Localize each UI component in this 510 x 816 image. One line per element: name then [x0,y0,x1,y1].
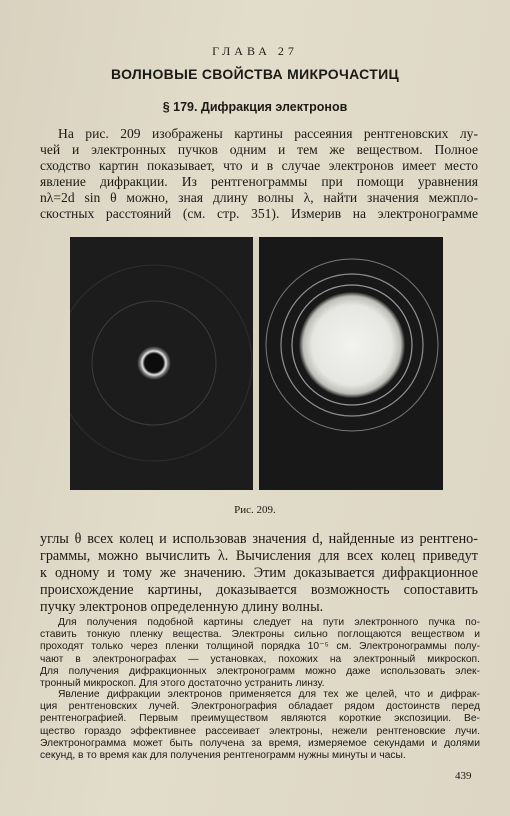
paragraph-intro [40,126,478,222]
section-title: § 179. Дифракция электронов [162,100,348,114]
page-number: 439 [455,770,472,782]
text-line: Явление дифракции электронов применяется для тех же целей, что и дифрак- [58,689,480,700]
text-line: nλ=2d sin θ можно, зная длину волны λ, найти значения межпло- [40,190,478,205]
small-print-applications [40,689,480,762]
chapter-label: ГЛАВА 27 [212,44,298,58]
chapter-title: ВОЛНОВЫЕ СВОЙСТВА МИКРОЧАСТИЦ [111,66,399,82]
text-line: сходство картин показывает, что и в случае электронов имеет место [40,158,478,173]
paragraph-conclusion [40,531,478,616]
central-spot [137,346,171,380]
text-line: к одному и тому же значению. Этим доказывается дифракционное [40,565,478,581]
text-line: рентгенографией. Первым преимуществом являются короткие экспозиции. Ве- [40,713,480,725]
text-line: происхождение картины, доказывается возможность сопоставить [40,582,478,598]
figure-divider [253,237,259,490]
text-line: Для получения дифракционных электронограмм можно даже использовать элек- [40,665,480,677]
text-line: углы θ всех колец и использовав значения d, найденные из рентгено- [40,531,478,547]
text-line: явление дифракции. Из рентгенограммы при помощи уравнения [40,174,478,189]
text-line: граммы, можно вычислить λ. Вычисления для всех колец приведут [40,548,478,564]
small-print-note [40,617,480,690]
text-line: ция рентгеновских лучей. Электронография обладает рядом достоинств перед [40,701,480,713]
text-line: секунд, в то время как для получения рентгенограмм нужны минуты и часы. [40,750,406,762]
text-line: скостных расстояний (см. стр. 351). Измерив на электронограмме [40,206,478,221]
text-line: тронный микроскоп. Для этого достаточно устранить линзу. [40,678,325,690]
text-line: На рис. 209 изображены картины рассеяния рентгеновских лу- [58,126,478,141]
text-line: проходят только через пленки толщиной порядка 10⁻⁵ см. Электронограммы полу- [40,641,480,653]
text-line: щество гораздо эффективнее рассеивает электроны, нежели рентгеновские лучи. [40,725,480,737]
text-line: Электронограмма может быть получена за время, измеряемое секундами и долями [40,737,480,749]
text-line: пучку электронов определенную длину волны. [40,599,324,615]
figure-caption: Рис. 209. [234,504,276,516]
text-line: ставить тонкую пленку вещества. Электроны сильно поглощаются веществом и [40,629,480,641]
text-line: Для получения подобной картины следует на пути электронного пучка по- [58,617,480,628]
text-line: чей и электронных пучков одним и тем же веществом. Полное [40,142,478,157]
text-line: чают в электронографах — установках, похожих на электронный микроскоп. [40,653,480,665]
central-spot [299,292,405,398]
